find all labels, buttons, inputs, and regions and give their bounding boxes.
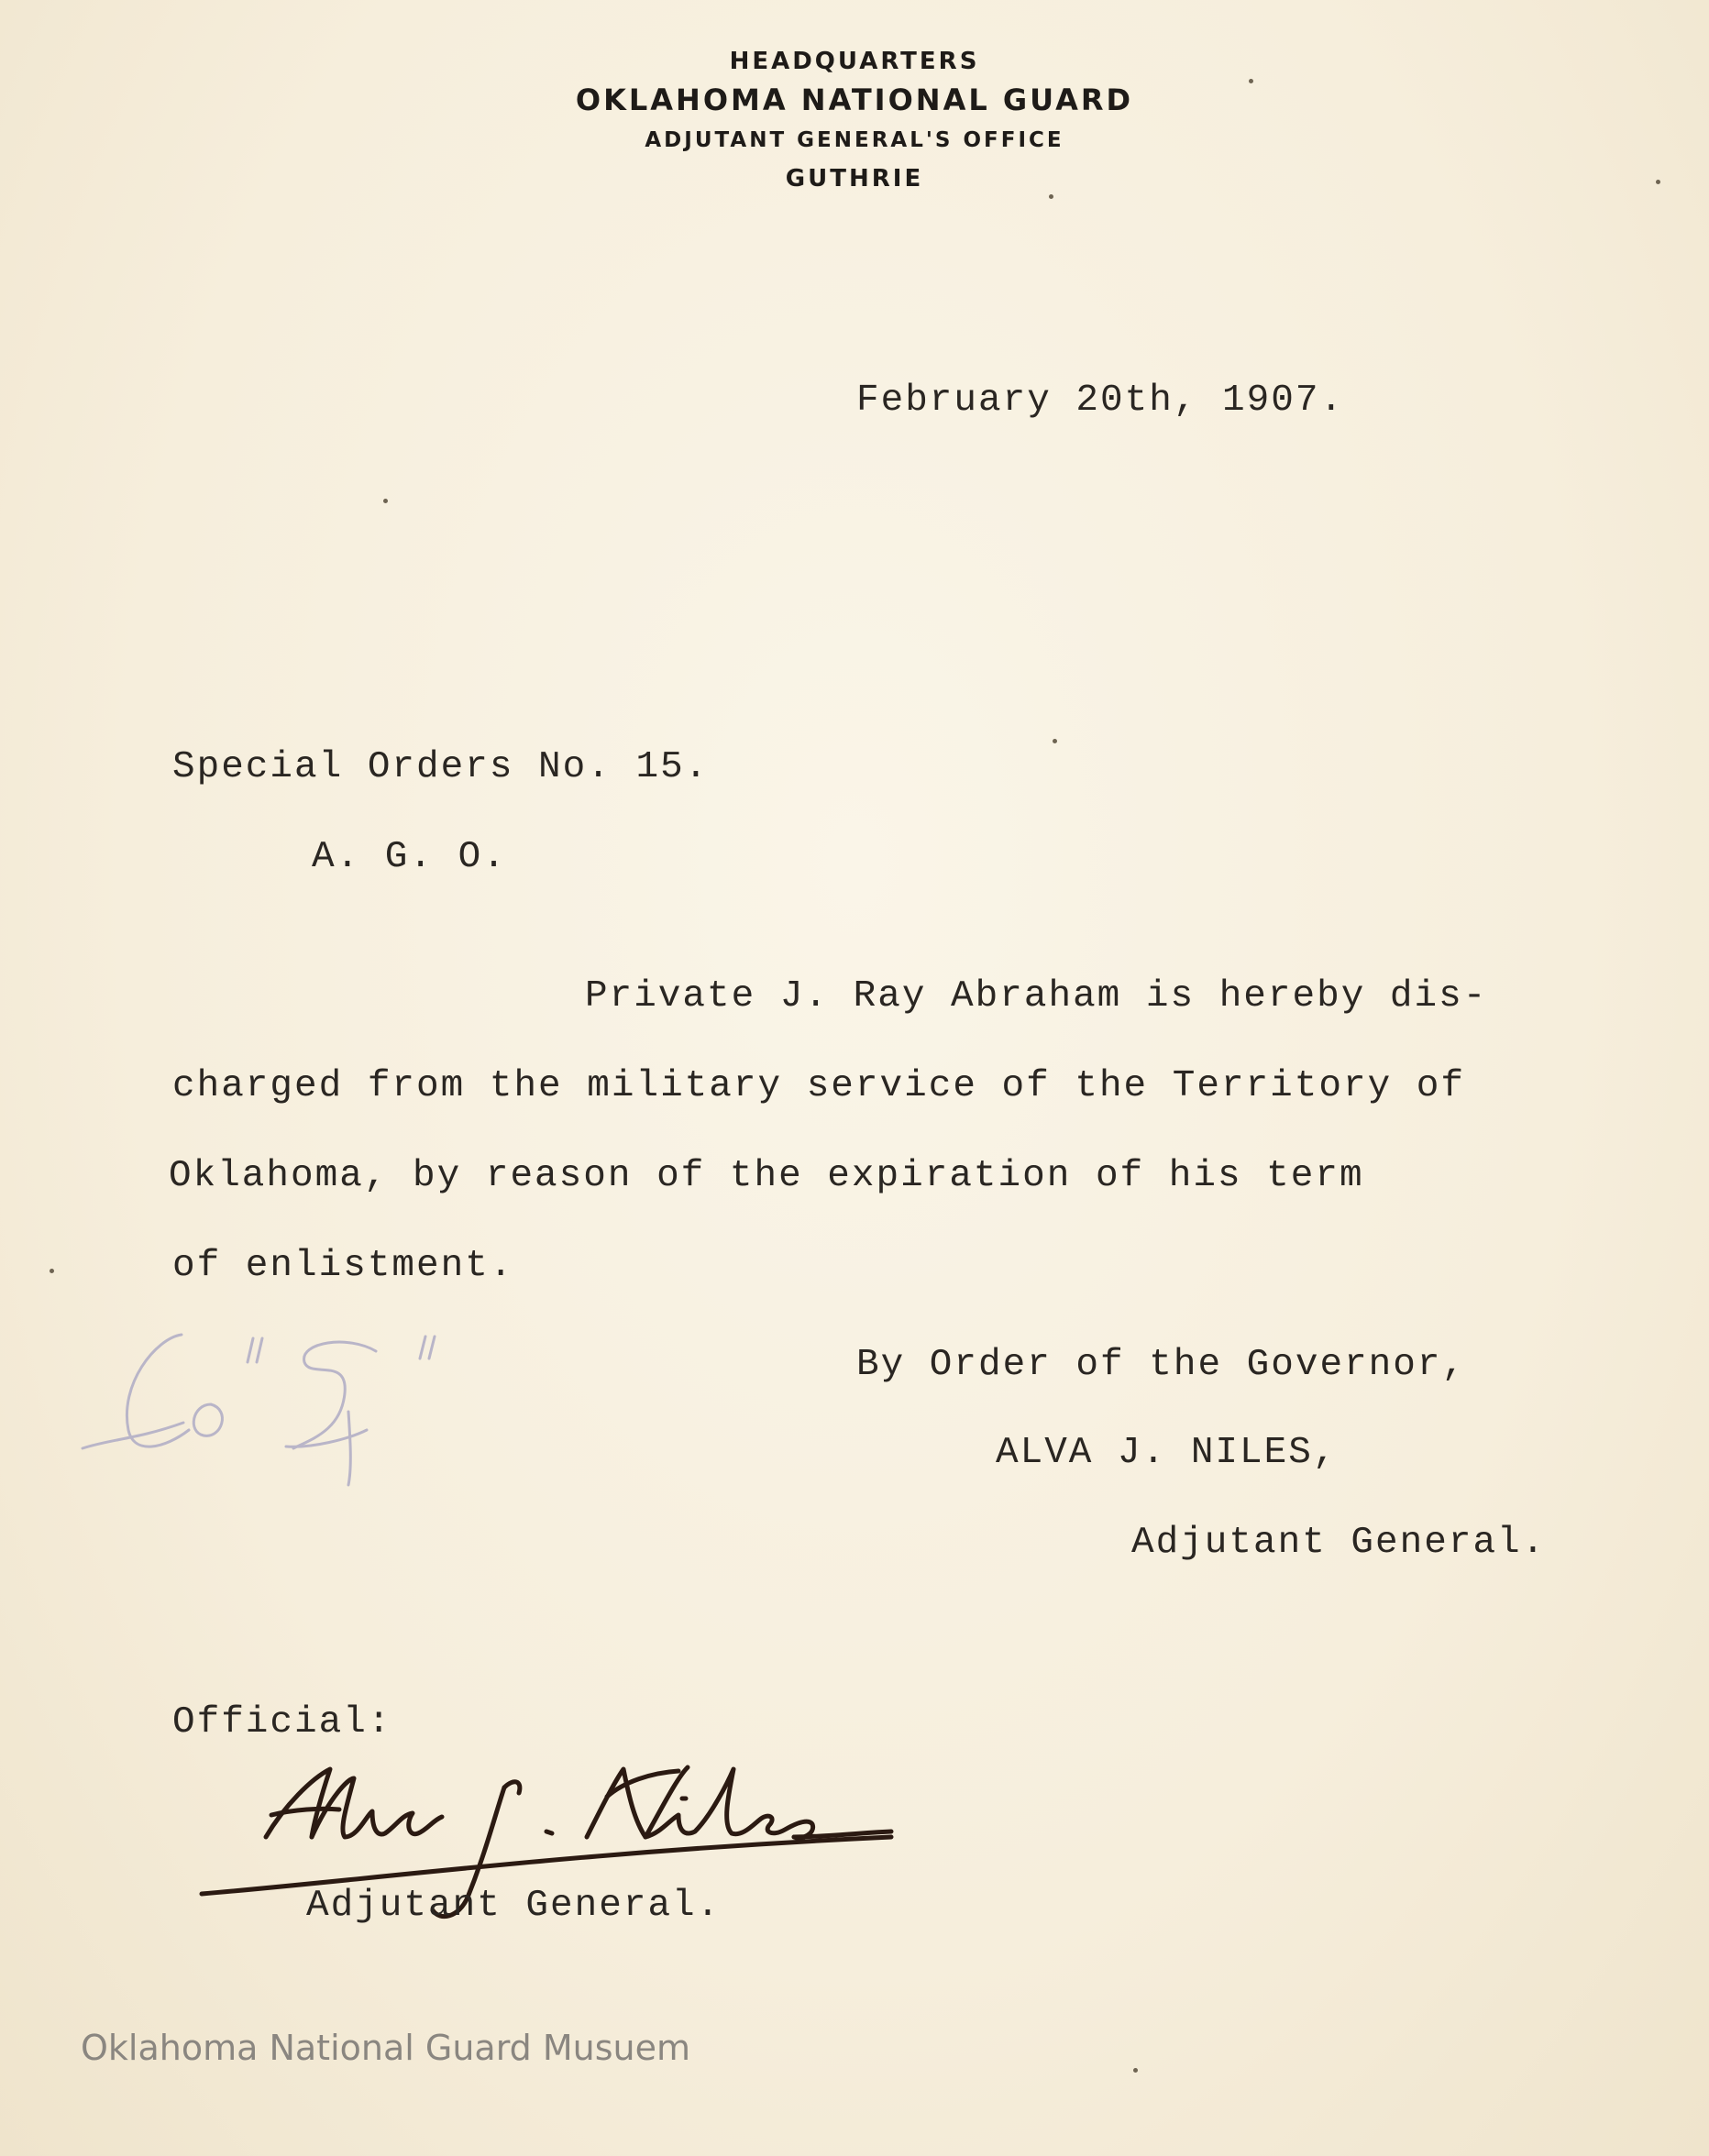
body-line-4: of enlistment. xyxy=(172,1245,514,1287)
closing-name: ALVA J. NILES, xyxy=(996,1432,1338,1474)
closing-by-order: By Order of the Governor, xyxy=(856,1344,1467,1386)
letterhead-headquarters: HEADQUARTERS xyxy=(729,48,980,75)
letterhead-office: ADJUTANT GENERAL'S OFFICE xyxy=(645,128,1064,152)
paper-speck xyxy=(1656,180,1660,184)
paper-speck xyxy=(50,1269,54,1273)
letterhead-organization: OKLAHOMA NATIONAL GUARD xyxy=(575,82,1134,117)
paper-speck xyxy=(1133,2068,1138,2073)
official-label: Official: xyxy=(172,1701,392,1744)
official-title: Adjutant General. xyxy=(306,1885,722,1927)
closing-title: Adjutant General. xyxy=(1131,1522,1547,1564)
body-line-2: charged from the military service of the Territory of xyxy=(172,1065,1466,1107)
order-title: Special Orders No. 15. xyxy=(172,746,710,788)
body-line-3: Oklahoma, by reason of the expiration of his term xyxy=(169,1155,1364,1197)
paper-speck xyxy=(1049,194,1053,199)
body-line-1: Private J. Ray Abraham is hereby dis- xyxy=(585,975,1488,1018)
paper-speck xyxy=(383,499,388,503)
letter-date: February 20th, 1907. xyxy=(856,380,1345,422)
paper-speck xyxy=(1053,739,1057,743)
order-office: A. G. O. xyxy=(312,836,507,878)
handwritten-note-co-l xyxy=(73,1302,458,1503)
letterhead-city: GUTHRIE xyxy=(785,165,924,192)
paper-speck xyxy=(1249,79,1253,83)
museum-watermark: Oklahoma National Guard Musuem xyxy=(81,2028,691,2068)
